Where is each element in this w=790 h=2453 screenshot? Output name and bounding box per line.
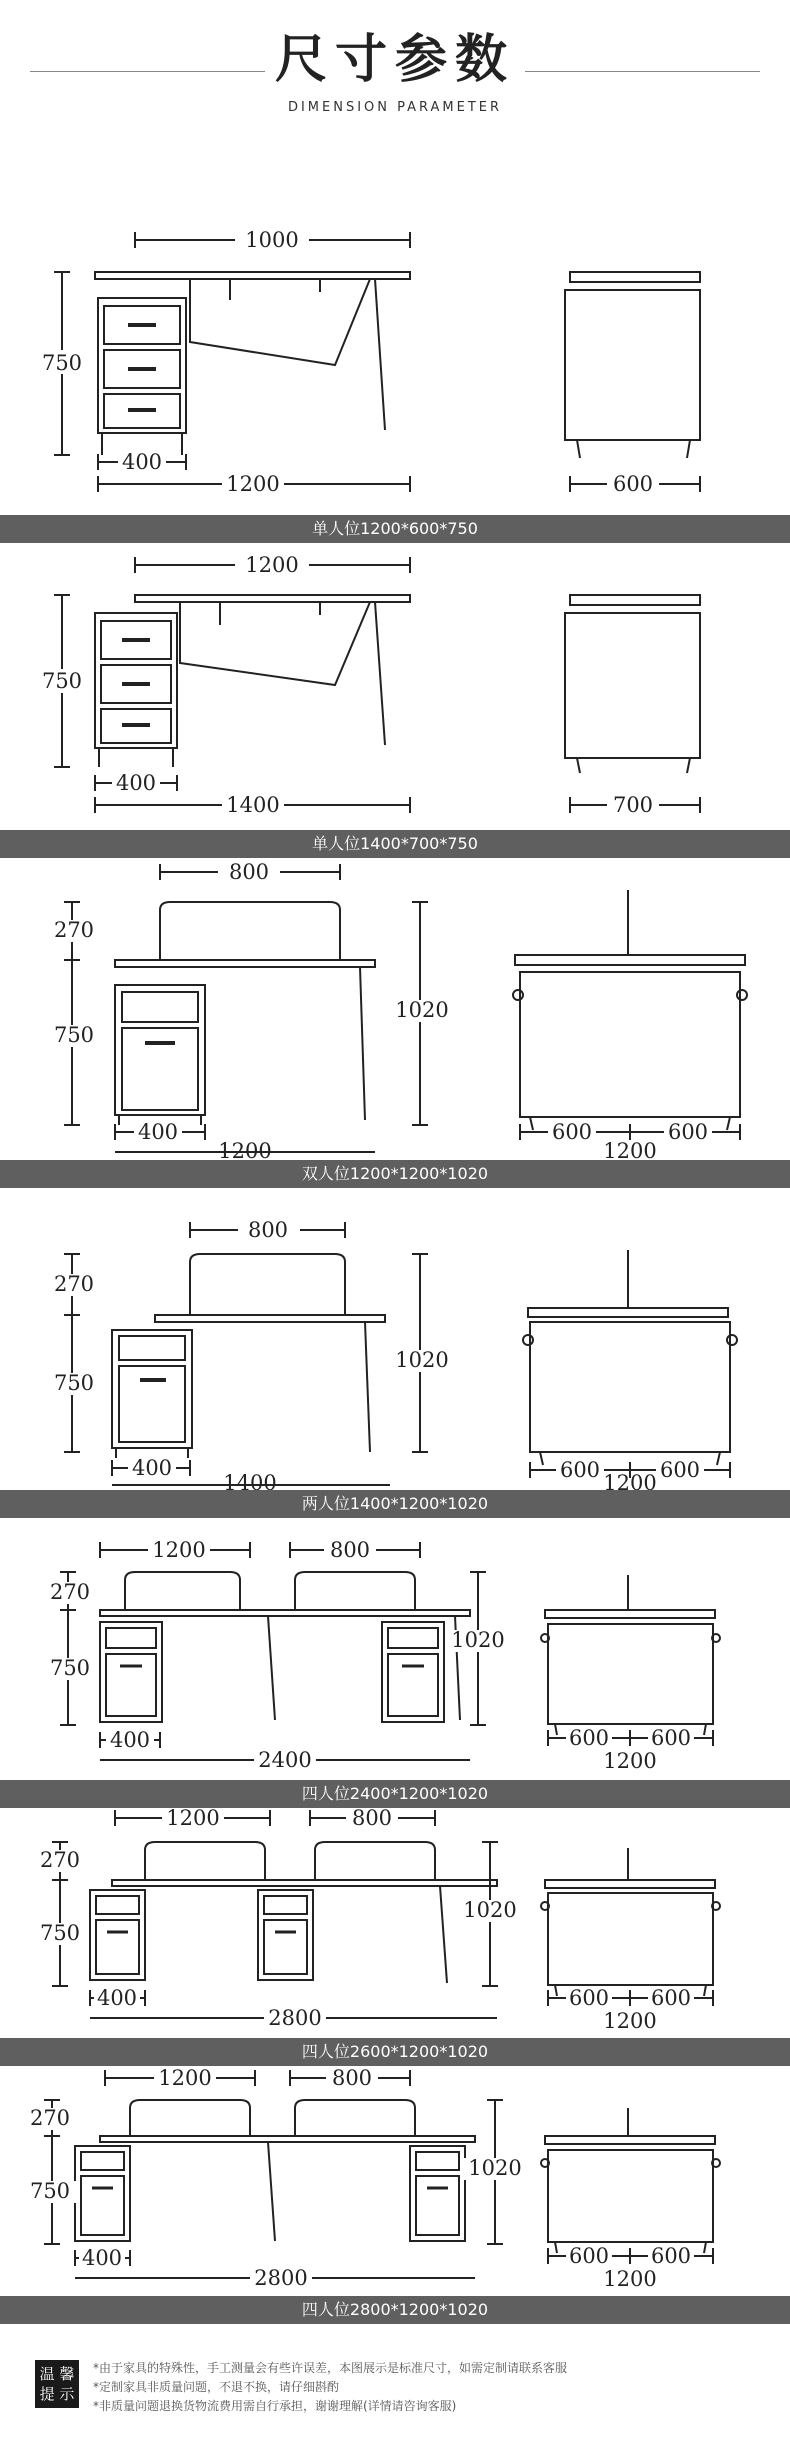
- single-desk-drawing: [0, 230, 790, 515]
- tips-badge-line2: 提 示: [39, 2385, 75, 2403]
- dim-overall-h: 1020: [395, 998, 449, 1022]
- dim-top: 1200: [245, 553, 299, 577]
- dim-side-total: 1200: [603, 1471, 657, 1490]
- dim-top-a: 1200: [158, 2066, 212, 2090]
- spec-band: 单人位1200*600*750: [0, 515, 790, 543]
- dim-height: 750: [39, 1921, 81, 1945]
- tip-note: *由于家具的特殊性，手工测量会有些许误差，本图展示是标准尺寸，如需定制请联系客服: [93, 2361, 568, 2375]
- page-title: 尺寸参数: [274, 30, 515, 90]
- spec-band: 两人位1400*1200*1020: [0, 1490, 790, 1518]
- quad-desk-drawing: [0, 2066, 790, 2296]
- spec-band: 单人位1400*700*750: [0, 830, 790, 858]
- tip-note: *定制家具非质量问题，不退不换，请仔细斟酌: [93, 2380, 340, 2394]
- dim-top-a: 1200: [166, 1808, 220, 1830]
- dim-drawer: 400: [109, 1728, 151, 1752]
- single-desk-drawing: [0, 545, 790, 830]
- panel-double-1400: [0, 1190, 790, 1520]
- dim-screen-h: 270: [29, 2106, 71, 2130]
- tips-badge-line1: 温 馨: [39, 2365, 75, 2383]
- dim-overall-h: 1020: [451, 1628, 505, 1652]
- dim-drawer: 400: [131, 1456, 173, 1480]
- double-desk-drawing: [0, 1190, 790, 1490]
- dim-total: 2800: [254, 2266, 308, 2290]
- quad-desk-drawing: [0, 1520, 790, 1780]
- dim-screen: 800: [247, 1218, 289, 1242]
- dim-screen-h: 270: [53, 918, 95, 942]
- dim-total: 2800: [268, 2006, 322, 2030]
- tip-note: *非质量问题退换货物流费用需自行承担，谢谢理解(详情请咨询客服): [93, 2399, 457, 2413]
- dim-drawer: 400: [137, 1120, 179, 1144]
- dim-side-total: 1200: [603, 2267, 657, 2291]
- dim-side-b: 600: [650, 2244, 692, 2268]
- dim-screen: 800: [331, 2066, 373, 2090]
- dim-drawer: 400: [96, 1986, 138, 2010]
- dim-overall-h: 1020: [395, 1348, 449, 1372]
- spec-band: 四人位2400*1200*1020: [0, 1780, 790, 1808]
- page-subtitle: DIMENSION PARAMETER: [287, 100, 503, 115]
- panel-quad-2800: [0, 2066, 790, 2324]
- dim-screen-h: 270: [53, 1272, 95, 1296]
- dim-screen-h: 270: [49, 1580, 91, 1604]
- tips-notes: [93, 2359, 567, 2416]
- dim-side-b: 600: [650, 1986, 692, 2010]
- dim-drawer: 400: [81, 2246, 123, 2270]
- dim-total: 1400: [223, 1471, 277, 1490]
- dim-screen: 800: [329, 1538, 371, 1562]
- panel-quad-2400: [0, 1520, 790, 1808]
- page-header: [0, 0, 790, 130]
- dim-side: 700: [612, 793, 654, 817]
- dim-drawer: 400: [121, 450, 163, 474]
- dim-side-a: 600: [568, 2244, 610, 2268]
- dim-side-a: 600: [568, 1726, 610, 1750]
- panel-quad-2600: [0, 1808, 790, 2066]
- tips-badge: [35, 2360, 79, 2408]
- spec-band: 四人位2800*1200*1020: [0, 2296, 790, 2324]
- dim-side-a: 600: [551, 1120, 593, 1144]
- dim-side-a: 600: [559, 1458, 601, 1482]
- dim-side-total: 1200: [603, 1139, 657, 1160]
- panel-single-1400: [0, 545, 790, 860]
- dim-total: 2400: [258, 1748, 312, 1772]
- double-desk-drawing: [0, 860, 790, 1160]
- dim-side: 600: [612, 472, 654, 496]
- dim-drawer: 400: [115, 771, 157, 795]
- dim-height: 750: [53, 1371, 95, 1395]
- dim-screen: 800: [351, 1808, 393, 1830]
- dim-height: 750: [53, 1023, 95, 1047]
- dim-height: 750: [41, 351, 83, 375]
- panel-single-1200: [0, 230, 790, 545]
- dim-total: 1400: [226, 793, 280, 817]
- panel-double-1200: [0, 860, 790, 1190]
- dim-side-a: 600: [568, 1986, 610, 2010]
- dim-side-b: 600: [650, 1726, 692, 1750]
- warm-tips: [0, 2325, 790, 2453]
- dim-side-b: 600: [667, 1120, 709, 1144]
- dim-top-a: 1200: [152, 1538, 206, 1562]
- dim-total: 1200: [226, 472, 280, 496]
- dim-screen-h: 270: [39, 1848, 81, 1872]
- dim-side-total: 1200: [603, 2009, 657, 2033]
- dim-top: 1000: [245, 230, 299, 252]
- dim-side-b: 600: [659, 1458, 701, 1482]
- dim-height: 750: [29, 2179, 71, 2203]
- dim-screen: 800: [228, 860, 270, 884]
- spec-band: 双人位1200*1200*1020: [0, 1160, 790, 1188]
- dim-height: 750: [41, 669, 83, 693]
- spec-band: 四人位2600*1200*1020: [0, 2038, 790, 2066]
- dim-overall-h: 1020: [468, 2156, 522, 2180]
- quad-desk-drawing: [0, 1808, 790, 2038]
- dim-total: 1200: [218, 1139, 272, 1160]
- dim-side-total: 1200: [603, 1749, 657, 1773]
- dim-overall-h: 1020: [463, 1898, 517, 1922]
- dim-height: 750: [49, 1656, 91, 1680]
